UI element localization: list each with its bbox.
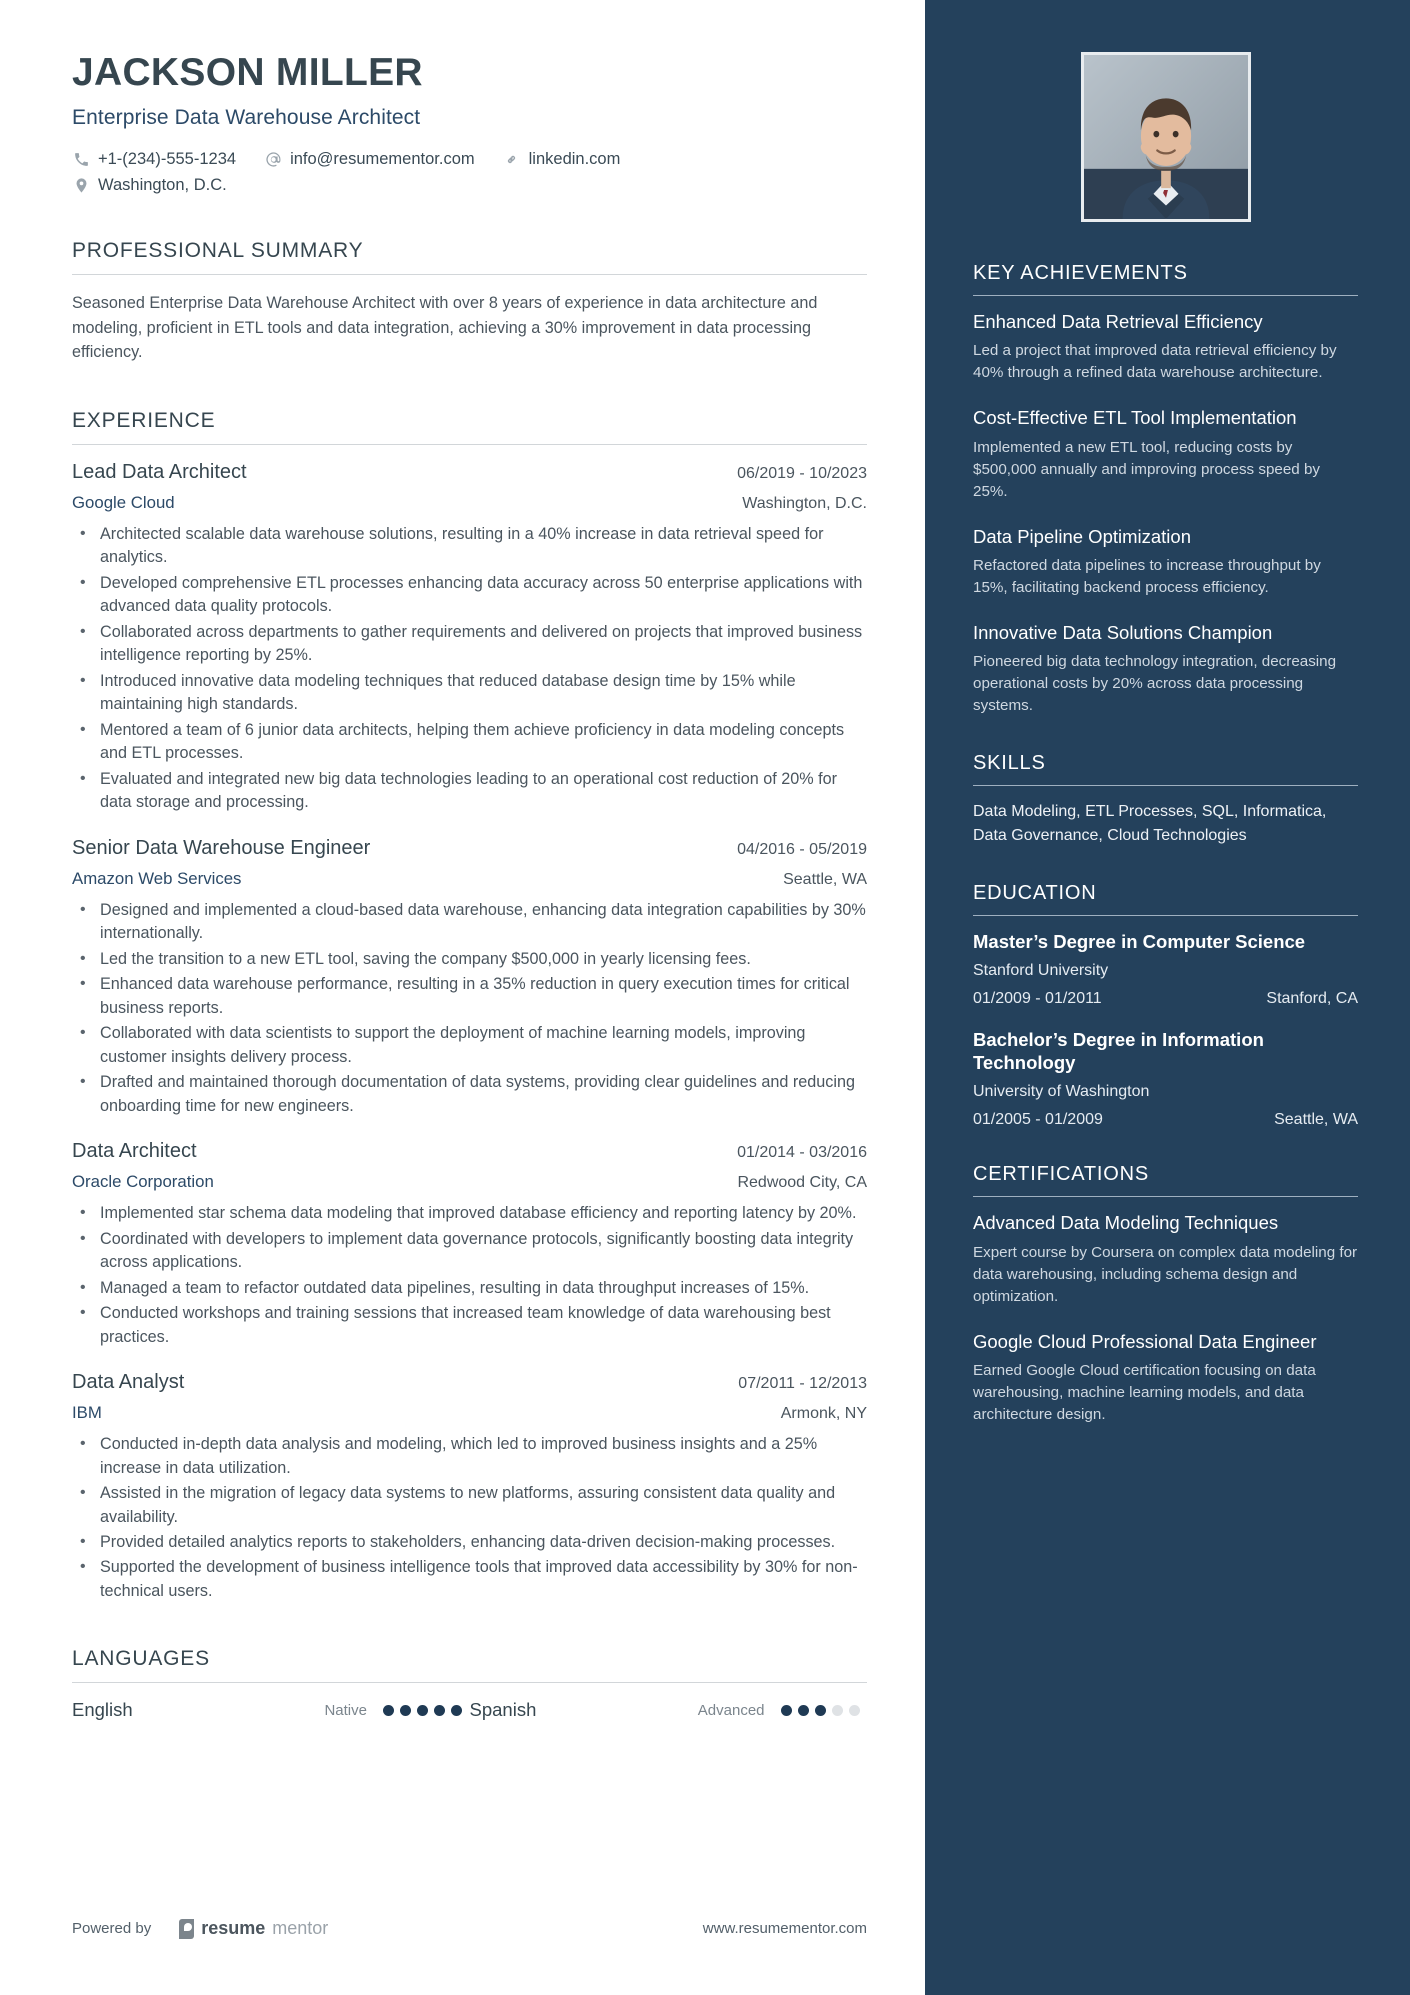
job-dates: 07/2011 - 12/2013	[738, 1375, 867, 1393]
achievement-item	[973, 621, 1358, 717]
proficiency-dot	[815, 1705, 826, 1716]
achievement-description: Implemented a new ETL tool, reducing costs by $500,000 annually and improving process speed by 25%.	[973, 438, 1321, 500]
experience-company-row	[72, 493, 867, 513]
job-bullet: • Implemented star schema data modeling that improved database efficiency and reporting latency by 20%.	[72, 1202, 867, 1225]
language-rating	[781, 1705, 860, 1716]
experience-item	[72, 461, 867, 815]
certification-description: Earned Google Cloud certification focusing on data warehousing, machine learning models, and data architecture design.	[973, 1362, 1316, 1424]
skills-text: Data Modeling, ETL Processes, SQL, Informatica, Data Governance, Cloud Technologies	[973, 802, 1327, 844]
job-bullet: • Evaluated and integrated new big data technologies leading to an operational cost reduction of 20% for data storage and processing.	[72, 768, 867, 815]
certification-item	[973, 1330, 1358, 1426]
language-rating	[383, 1705, 462, 1716]
language-name: Spanish	[469, 1699, 537, 1721]
education-dates: 01/2009 - 01/2011	[973, 989, 1102, 1007]
job-bullet: • Collaborated across departments to gather requirements and delivered on projects that improved business intelligence reporting by 25%.	[72, 621, 867, 668]
education-list	[973, 930, 1358, 1130]
languages-list	[72, 1699, 867, 1721]
brand-name-bold: resume	[201, 1918, 266, 1938]
job-company: Oracle Corporation	[72, 1172, 214, 1192]
job-bullet: • Collaborated with data scientists to support the deployment of machine learning models, improving customer insights delivery process.	[72, 1022, 867, 1069]
certification-item	[973, 1211, 1358, 1307]
job-bullet: • Introduced innovative data modeling techniques that reduced database design time by 15% while maintaining high standards.	[72, 670, 867, 717]
contact-linkedin-text: linkedin.com	[528, 150, 621, 169]
resumementor-mark-icon	[179, 1919, 194, 1939]
experience-list	[72, 461, 867, 1603]
education-meta	[973, 990, 1358, 1008]
section-skills	[973, 752, 1358, 848]
achievement-item	[973, 310, 1358, 384]
contact-location-text: Washington, D.C.	[98, 176, 227, 195]
job-bullet: • Supported the development of business intelligence tools that improved data accessibility by 30% for non-technical users.	[72, 1556, 867, 1603]
job-bullet: • Drafted and maintained thorough documentation of data systems, providing clear guidelines and reducing onboarding time for new engineers.	[72, 1071, 867, 1118]
experience-item	[72, 1371, 867, 1603]
email-icon	[264, 151, 282, 169]
education-degree: Bachelor’s Degree in Information Technology	[973, 1028, 1264, 1074]
divider	[72, 1682, 867, 1683]
divider	[973, 915, 1358, 916]
job-company: Google Cloud	[72, 492, 175, 512]
experience-title-row	[72, 1371, 867, 1394]
professional-headline: Enterprise Data Warehouse Architect	[72, 106, 421, 130]
job-dates: 01/2014 - 03/2016	[737, 1144, 867, 1162]
avatar-illustration	[1084, 55, 1248, 219]
divider	[973, 1196, 1358, 1197]
section-professional-summary	[72, 239, 867, 365]
job-company: IBM	[72, 1403, 102, 1423]
job-bullet: • Designed and implemented a cloud-based data warehouse, enhancing data integration capabilities by 30% internationally.	[72, 899, 867, 946]
divider	[973, 295, 1358, 296]
sidebar-column	[925, 0, 1410, 1995]
language-level: Native	[324, 1701, 367, 1719]
job-bullet: • Led the transition to a new ETL tool, saving the company $500,000 in yearly licensing fees.	[72, 948, 867, 971]
brand-name-light: mentor	[272, 1918, 329, 1938]
language-item	[470, 1699, 868, 1721]
proficiency-dot	[781, 1705, 792, 1716]
contact-info	[72, 150, 867, 195]
certifications-list	[973, 1211, 1358, 1426]
section-experience	[72, 409, 867, 1603]
achievement-title: Cost-Effective ETL Tool Implementation	[973, 407, 1297, 429]
education-location: Stanford, CA	[1266, 989, 1358, 1007]
experience-item	[72, 1140, 867, 1349]
powered-by-label: Powered by	[72, 1920, 152, 1937]
proficiency-dot	[417, 1705, 428, 1716]
job-bullet: • Managed a team to refactor outdated data pipelines, resulting in data throughput increases of 15%.	[72, 1277, 867, 1300]
resumementor-logo[interactable]	[179, 1918, 328, 1939]
contact-email[interactable]	[264, 150, 475, 169]
section-title-languages: LANGUAGES	[72, 1647, 210, 1671]
education-location: Seattle, WA	[1274, 1111, 1358, 1129]
job-dates: 04/2016 - 05/2019	[737, 840, 867, 858]
job-location: Washington, D.C.	[742, 494, 867, 512]
section-title-summary: PROFESSIONAL SUMMARY	[72, 239, 364, 263]
job-dates: 06/2019 - 10/2023	[737, 464, 867, 482]
avatar-wrapper	[973, 52, 1358, 222]
proficiency-dot	[849, 1705, 860, 1716]
language-item	[72, 1699, 470, 1721]
proficiency-dot	[434, 1705, 445, 1716]
achievement-description: Led a project that improved data retrieval efficiency by 40% through a refined data warehouse architecture.	[973, 342, 1337, 382]
section-certifications	[973, 1163, 1358, 1426]
job-location: Seattle, WA	[783, 870, 867, 888]
job-location: Redwood City, CA	[737, 1174, 867, 1192]
achievement-item	[973, 525, 1358, 599]
job-bullet: • Coordinated with developers to implement data governance protocols, significantly boosting data integrity across applications.	[72, 1228, 867, 1275]
proficiency-dot	[451, 1705, 462, 1716]
achievement-title: Data Pipeline Optimization	[973, 525, 1191, 547]
proficiency-dot	[383, 1705, 394, 1716]
achievement-description: Refactored data pipelines to increase throughput by 15%, facilitating backend process efficiency.	[973, 557, 1321, 597]
job-title: Data Analyst	[72, 1371, 185, 1394]
job-bullet: • Mentored a team of 6 junior data architects, helping them achieve proficiency in data modeling concepts and ETL processes.	[72, 719, 867, 766]
education-item	[973, 1028, 1358, 1130]
footer-website[interactable]: www.resumementor.com	[702, 1920, 867, 1937]
contact-line-2	[72, 176, 867, 195]
achievement-item	[973, 406, 1358, 502]
page-title: JACKSON MILLER	[72, 51, 423, 94]
contact-email-text: info@resumementor.com	[290, 150, 475, 169]
education-school: University of Washington	[973, 1083, 1150, 1101]
divider	[973, 785, 1358, 786]
section-key-achievements	[973, 262, 1358, 718]
footer-left	[72, 1918, 328, 1939]
experience-company-row	[72, 869, 867, 889]
contact-line-1	[72, 150, 867, 169]
experience-title-row	[72, 461, 867, 484]
divider	[72, 444, 867, 445]
achievement-description: Pioneered big data technology integration, decreasing operational costs by 20% across data processing systems.	[973, 653, 1337, 715]
job-title: Lead Data Architect	[72, 460, 247, 483]
experience-item	[72, 837, 867, 1118]
section-title-achievements: KEY ACHIEVEMENTS	[973, 262, 1188, 284]
language-level: Advanced	[697, 1701, 765, 1719]
job-location: Armonk, NY	[780, 1405, 867, 1423]
avatar	[1081, 52, 1251, 222]
contact-linkedin[interactable]	[503, 150, 621, 169]
job-bullet: • Conducted in-depth data analysis and modeling, which led to improved business insights and a 25% increase in data utilization.	[72, 1433, 867, 1480]
experience-company-row	[72, 1403, 867, 1423]
certification-title: Google Cloud Professional Data Engineer	[973, 1330, 1317, 1352]
job-bullets	[72, 899, 867, 1118]
section-title-education: EDUCATION	[973, 881, 1097, 904]
section-title-experience: EXPERIENCE	[72, 408, 216, 432]
contact-phone[interactable]	[72, 150, 236, 169]
phone-icon	[72, 151, 90, 169]
job-bullet: • Conducted workshops and training sessions that increased team knowledge of data warehousing best practices.	[72, 1302, 867, 1349]
contact-location	[72, 176, 227, 195]
experience-title-row	[72, 837, 867, 860]
section-title-skills: SKILLS	[973, 751, 1046, 774]
job-bullets	[72, 1433, 867, 1603]
summary-text: Seasoned Enterprise Data Warehouse Architect with over 8 years of experience in data architecture and modeling, proficient in ETL tools and data integration, achieving a 30% improvement in data processing efficiency.	[72, 294, 818, 362]
experience-title-row	[72, 1140, 867, 1163]
proficiency-dot	[400, 1705, 411, 1716]
job-title: Senior Data Warehouse Engineer	[72, 836, 371, 859]
achievement-title: Innovative Data Solutions Champion	[973, 622, 1273, 644]
job-bullet: • Developed comprehensive ETL processes enhancing data accuracy across 50 enterprise applications with advanced data quality protocols.	[72, 572, 867, 619]
experience-company-row	[72, 1172, 867, 1192]
education-degree: Master’s Degree in Computer Science	[973, 930, 1306, 952]
job-title: Data Architect	[72, 1140, 197, 1163]
job-company: Amazon Web Services	[72, 868, 242, 888]
section-title-certifications: CERTIFICATIONS	[973, 1163, 1150, 1186]
section-education	[973, 882, 1358, 1130]
education-school: Stanford University	[973, 961, 1109, 979]
header-block	[72, 52, 867, 195]
certification-description: Expert course by Coursera on complex data modeling for data warehousing, including schema design and optimization.	[973, 1243, 1358, 1305]
job-bullet: • Assisted in the migration of legacy data systems to new platforms, assuring consistent data quality and availability.	[72, 1482, 867, 1529]
section-languages	[72, 1647, 867, 1721]
divider	[72, 274, 867, 275]
achievement-title: Enhanced Data Retrieval Efficiency	[973, 311, 1263, 332]
job-bullet: • Enhanced data warehouse performance, resulting in a 35% reduction in query execution times for critical business reports.	[72, 973, 867, 1020]
link-icon	[503, 151, 521, 169]
language-name: English	[72, 1699, 133, 1721]
education-item	[973, 930, 1358, 1008]
job-bullet: • Architected scalable data warehouse solutions, resulting in a 40% increase in data retrieval speed for analytics.	[72, 523, 867, 570]
contact-phone-text: +1-(234)-555-1234	[98, 150, 237, 169]
job-bullet: • Provided detailed analytics reports to stakeholders, enhancing data-driven decision-making processes.	[72, 1531, 867, 1554]
page-footer	[72, 1918, 867, 1939]
education-meta	[973, 1111, 1358, 1129]
job-bullets	[72, 1202, 867, 1349]
job-bullets	[72, 523, 867, 815]
location-icon	[72, 177, 90, 195]
certification-title: Advanced Data Modeling Techniques	[973, 1212, 1279, 1234]
proficiency-dot	[798, 1705, 809, 1716]
achievements-list	[973, 310, 1358, 718]
education-dates: 01/2005 - 01/2009	[973, 1111, 1103, 1129]
proficiency-dot	[832, 1705, 843, 1716]
